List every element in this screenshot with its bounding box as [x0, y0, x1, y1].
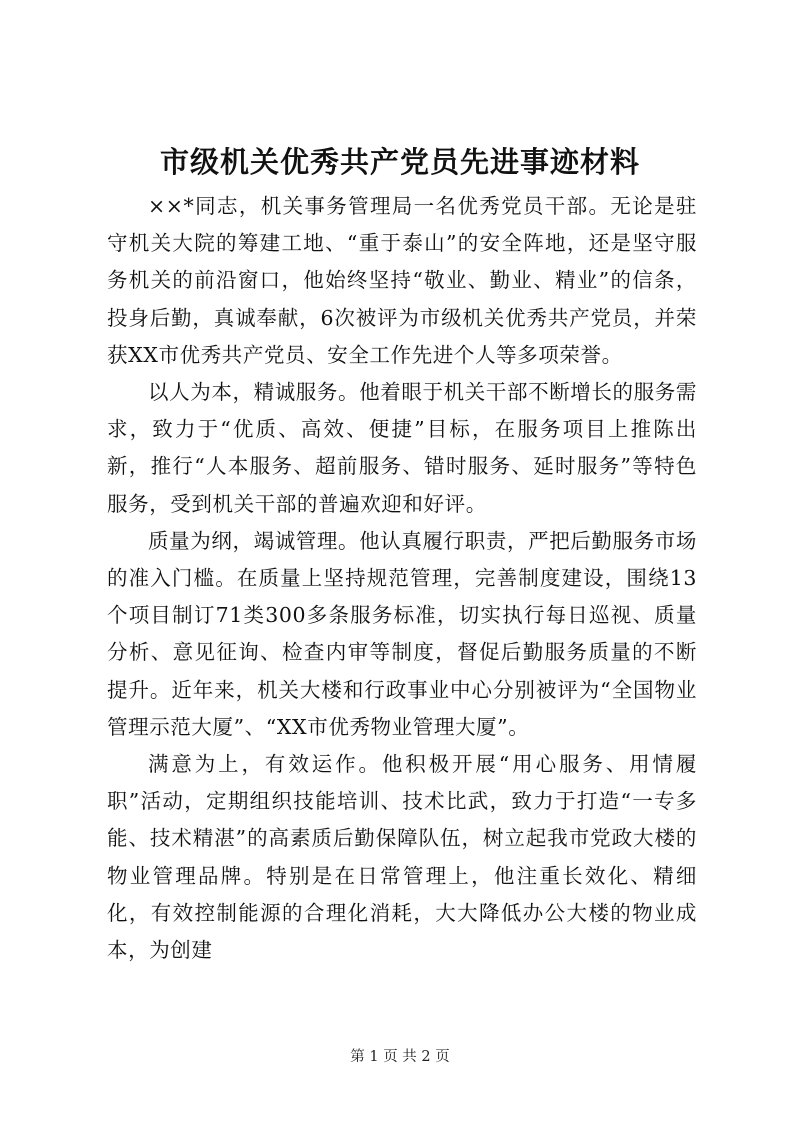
page-title: 市级机关优秀共产党员先进事迹材料 [159, 145, 640, 179]
paragraph-satisfaction: 满意为上，有效运作。他积极开展“用心服务、用情履职”活动，定期组织技能培训、技术比武，致力于打造“一专多能、技术精湛”的高素质后勤保障队伍，树立起我市党政大楼的物业管理品牌。特别是在日常管理上，他注重长效化、精细化，有效控制能源的合理化消耗，大大降低办公大楼的物业成本，为创建 [107, 752, 697, 963]
paragraph-quality: 质量为纲，竭诚管理。他认真履行职责，严把后勤服务市场的准入门槛。在质量上坚持规范管理，完善制度建设，围绕13个项目制订71类300多条服务标准，切实执行每日巡视、质量分析、意见征询、检查内审等制度，督促后勤服务质量的不断提升。近年来，机关大楼和行政事业中心分别被评为“全国物业管理示范大厦”、“XX市优秀物业管理大厦”。 [107, 528, 697, 739]
page-number-footer: 第 1 页 共 2 页 [350, 1049, 450, 1065]
paragraph-intro: ××*同志，机关事务管理局一名优秀党员干部。无论是驻守机关大院的筹建工地、“重于泰山”的安全阵地，还是坚守服务机关的前沿窗口，他始终坚持“敬业、勤业、精业”的信条，投身后勤，真诚奉献，6次被评为市级机关优秀共产党员，并荣获XX市优秀共产党员、安全工作先进个人等多项荣誉。 [107, 194, 697, 367]
paragraph-service: 以人为本，精诚服务。他着眼于机关干部不断增长的服务需求，致力于“优质、高效、便捷”目标，在服务项目上推陈出新，推行“人本服务、超前服务、错时服务、延时服务”等特色服务，受到机关干部的普遍欢迎和好评。 [107, 380, 697, 516]
document-body [107, 188, 697, 969]
